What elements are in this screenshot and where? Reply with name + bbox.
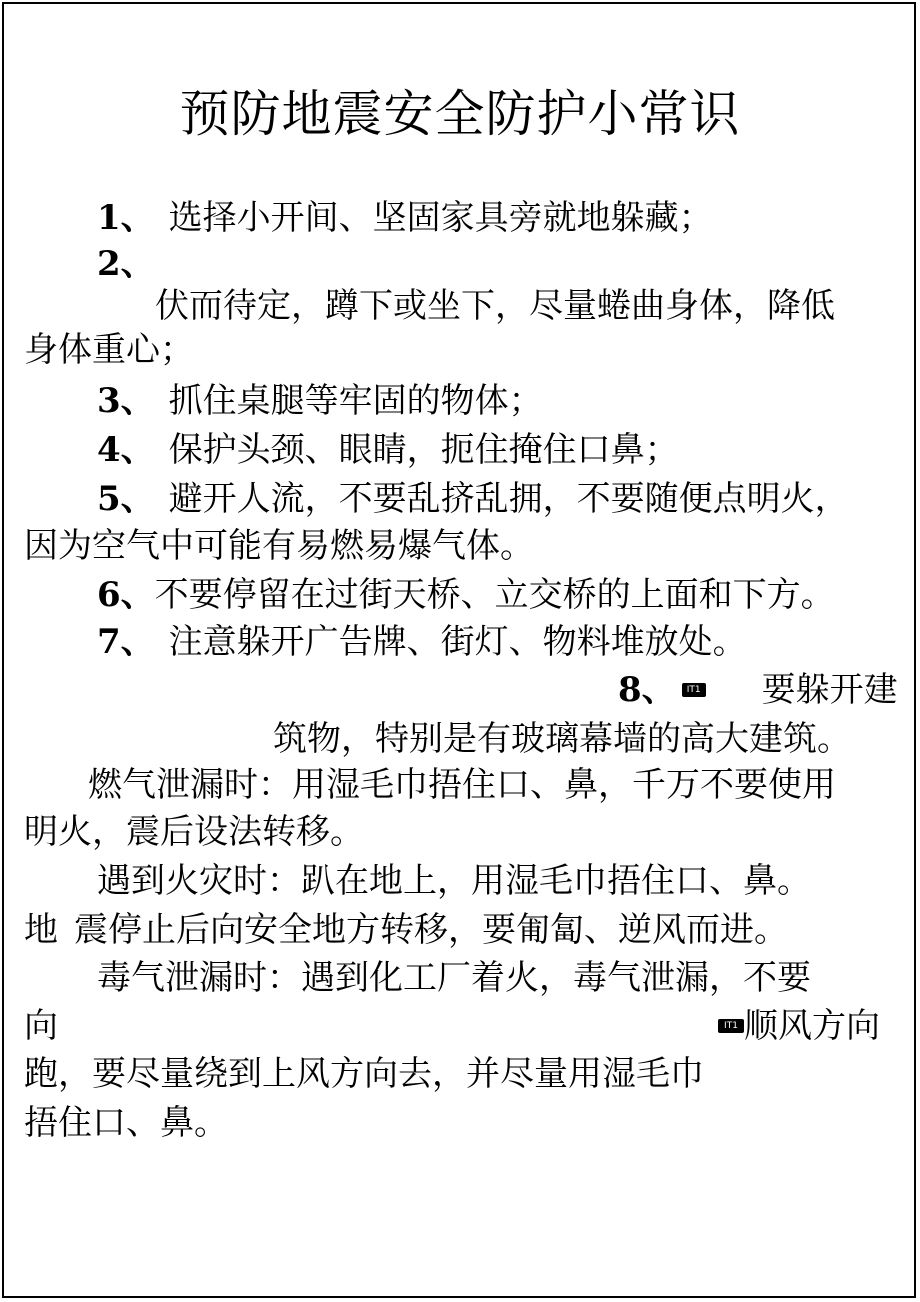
list-item-2 bbox=[97, 242, 155, 286]
toxic-gas-line-2-text: 顺风方向 bbox=[744, 1006, 880, 1046]
item-text: 保护头颈、眼睛，扼住掩住口鼻； bbox=[168, 430, 679, 470]
toxic-gas-line-3: 跑，要尽量绕到上风方向去，并尽量用湿毛巾 bbox=[24, 1054, 704, 1094]
list-item-4 bbox=[97, 428, 679, 472]
item-text: 注意躲开广告牌、街灯、物料堆放处。 bbox=[168, 622, 747, 662]
toxic-gas-line-4: 捂住口、鼻。 bbox=[24, 1103, 228, 1143]
toxic-gas-paragraph: 毒气泄漏时：遇到化工厂着火，毒气泄漏，不要 bbox=[97, 958, 811, 998]
gas-leak-paragraph: 燃气泄漏时：用湿毛巾捂住口、鼻，千万不要使用 bbox=[88, 765, 836, 805]
item-number: 1、 bbox=[97, 198, 155, 238]
item-text: 抓住桌腿等牢固的物体； bbox=[168, 381, 543, 421]
toxic-gas-line-2-end bbox=[718, 1004, 880, 1048]
gas-leak-paragraph-continuation: 明火，震后设法转移。 bbox=[24, 812, 364, 852]
item-number: 2、 bbox=[97, 244, 155, 284]
fire-paragraph-continuation bbox=[24, 908, 788, 952]
item-number: 3、 bbox=[97, 381, 155, 421]
item-text: 避开人流，不要乱挤乱拥，不要随便点明火， bbox=[168, 479, 849, 519]
list-item-8 bbox=[618, 668, 898, 712]
item-number: 6、 bbox=[97, 575, 155, 615]
list-item-2-text: 伏而待定，蹲下或坐下，尽量蜷曲身体，降低 bbox=[155, 286, 835, 326]
embedded-object-icon: IT1 bbox=[682, 683, 706, 697]
fire-paragraph: 遇到火灾时：趴在地上，用湿毛巾捂住口、鼻。 bbox=[97, 861, 811, 901]
fire-paragraph-first-char: 地 bbox=[24, 910, 58, 950]
embedded-object-icon: IT1 bbox=[718, 1019, 744, 1033]
list-item-6 bbox=[97, 573, 835, 617]
list-item-7 bbox=[97, 620, 747, 664]
list-item-5-continuation: 因为空气中可能有易燃易爆气体。 bbox=[24, 526, 534, 566]
item-number: 4、 bbox=[97, 430, 155, 470]
item-text: 要躲开建 bbox=[761, 670, 898, 710]
item-text: 选择小开间、坚固家具旁就地躲藏； bbox=[168, 198, 713, 238]
list-item-2-continuation: 身体重心； bbox=[24, 330, 194, 370]
list-item-5 bbox=[97, 477, 849, 521]
item-number: 5、 bbox=[97, 479, 155, 519]
list-item-1 bbox=[97, 196, 713, 240]
list-item-3 bbox=[97, 379, 543, 423]
item-number: 7、 bbox=[97, 622, 155, 662]
fire-paragraph-rest: 震停止后向安全地方转移，要匍匐、逆风而进。 bbox=[74, 910, 788, 950]
item-number: 8、 bbox=[618, 670, 676, 710]
page-title: 预防地震安全防护小常识 bbox=[179, 85, 741, 143]
list-item-8-continuation: 筑物，特别是有玻璃幕墙的高大建筑。 bbox=[273, 719, 851, 759]
toxic-gas-line-2-start: 向 bbox=[24, 1006, 58, 1046]
item-text: 不要停留在过街天桥、立交桥的上面和下方。 bbox=[154, 575, 835, 615]
